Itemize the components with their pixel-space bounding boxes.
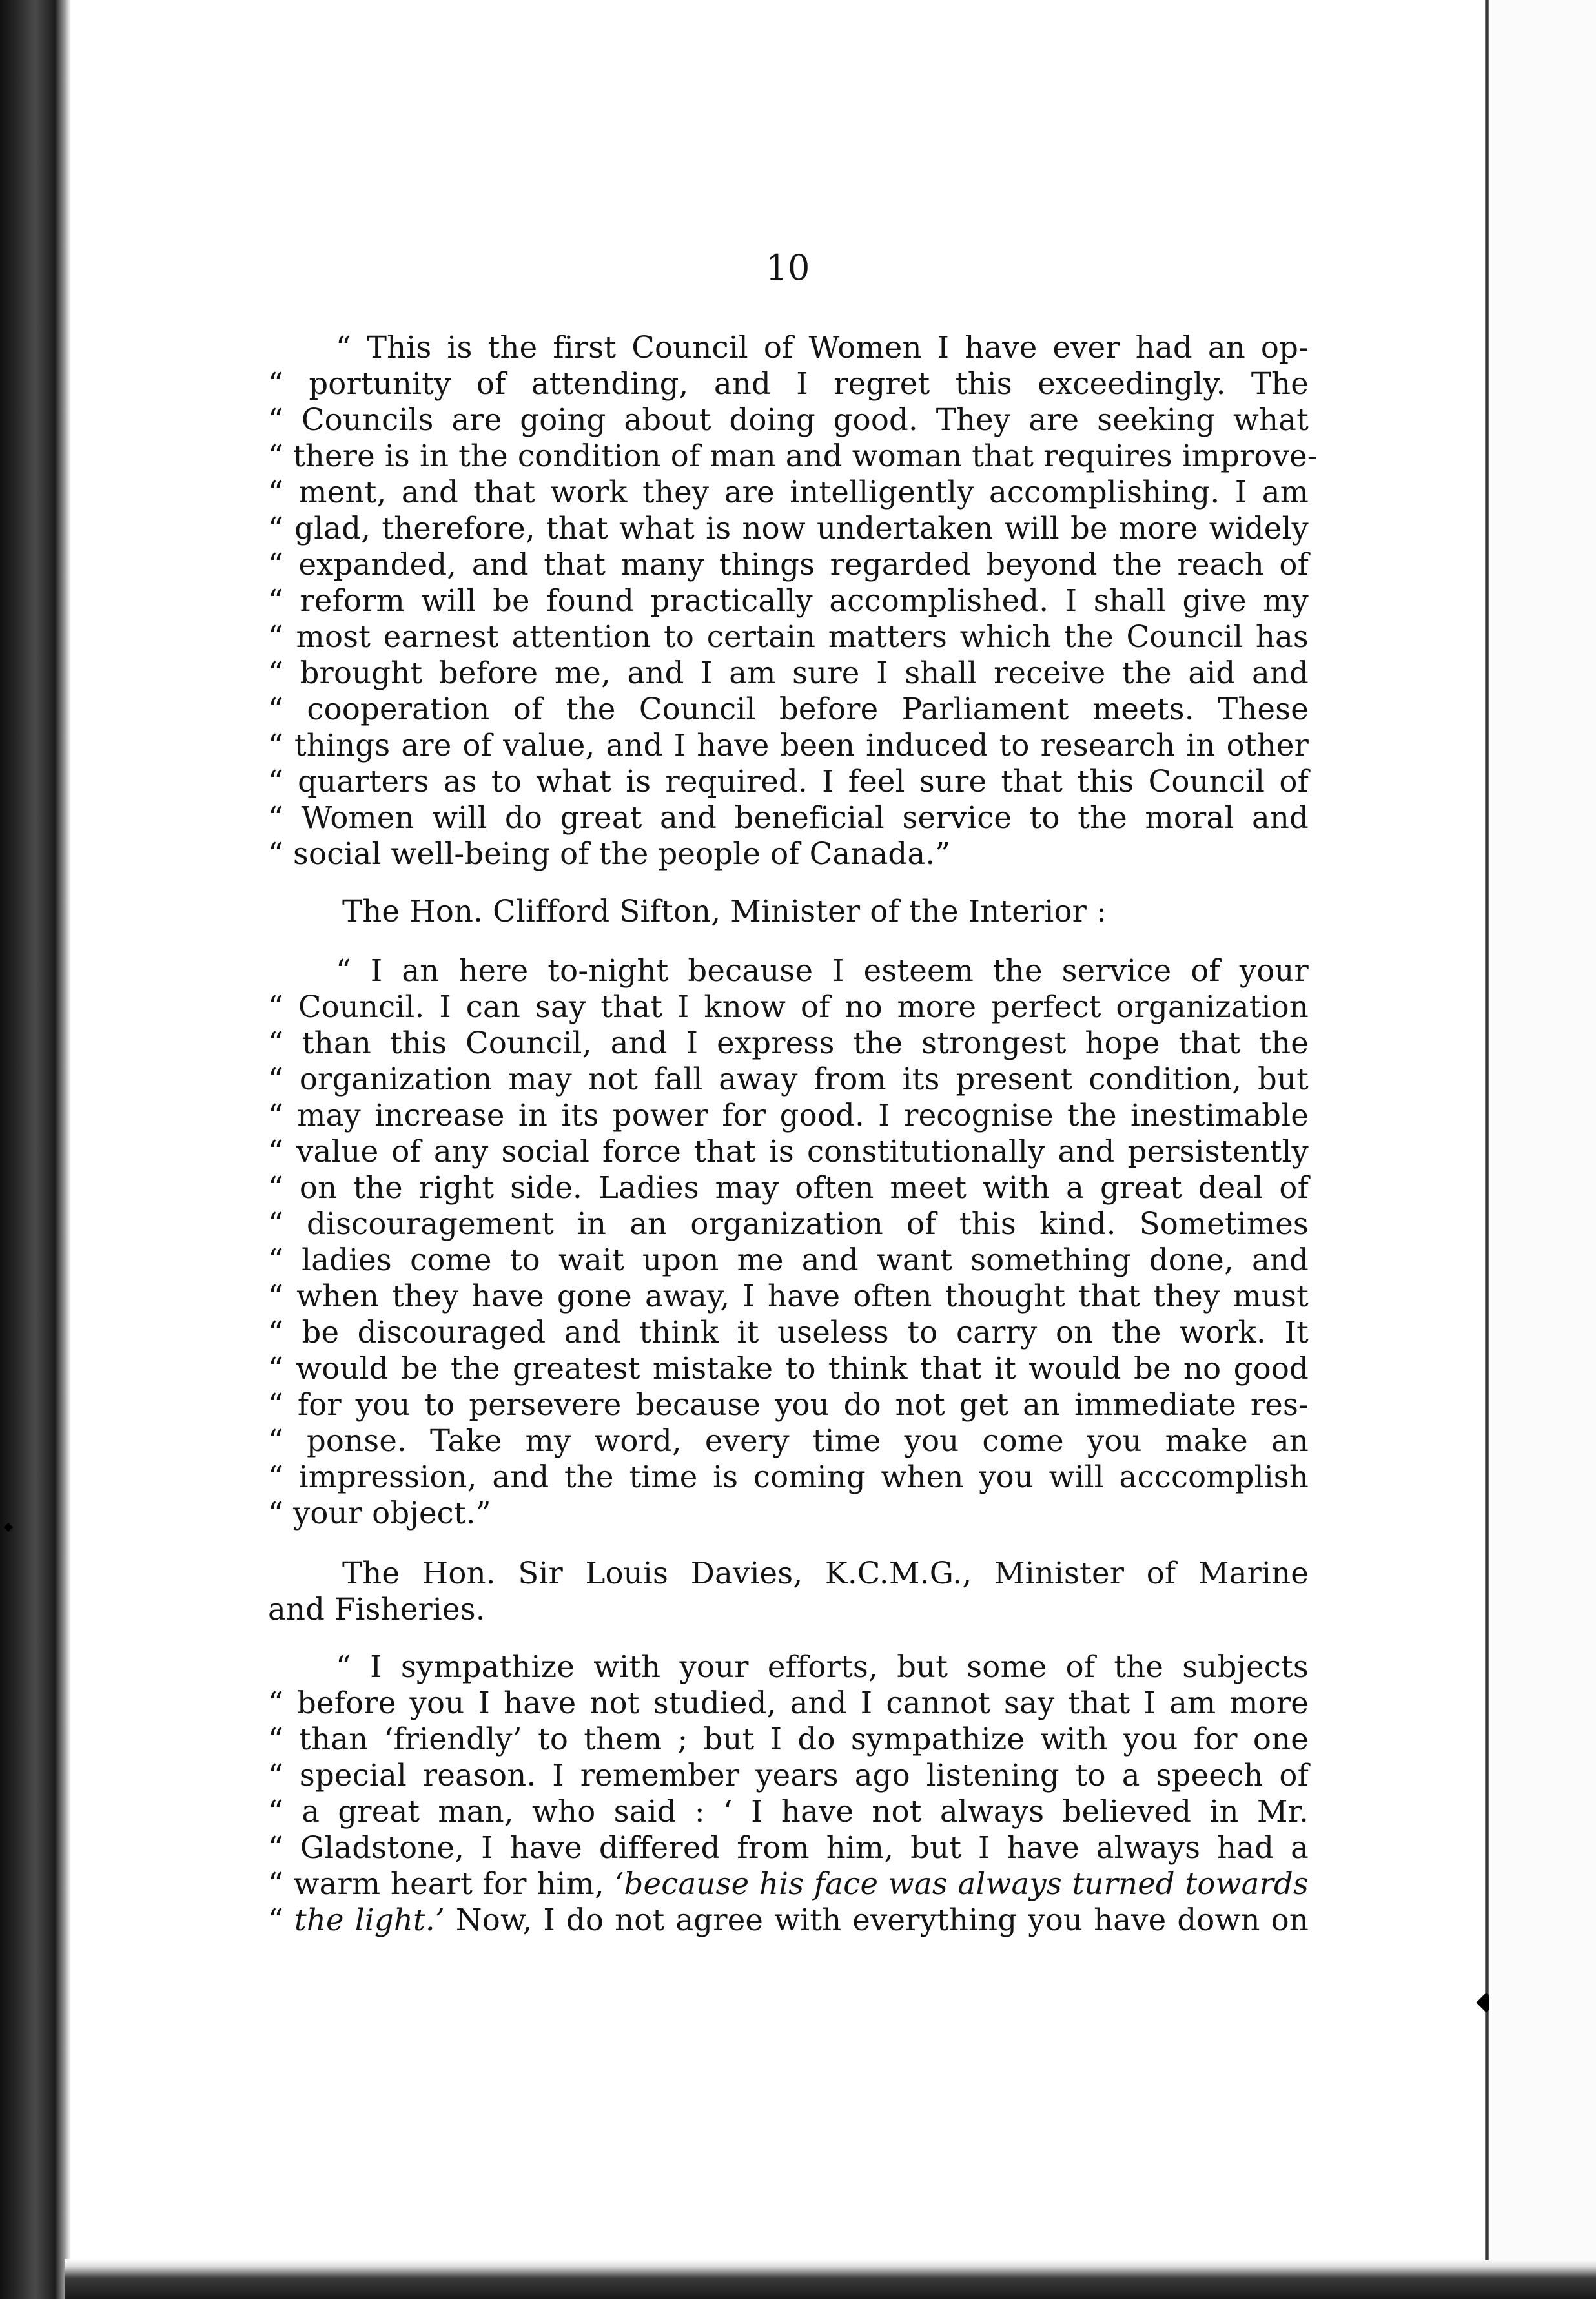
- quote-block-2: [268, 953, 1309, 1531]
- text-line: “ ladies come to wait upon me and want something done, and: [268, 1242, 1309, 1277]
- text-line: “ things are of value, and I have been induced to research in other: [268, 728, 1309, 763]
- text-line: “ than ‘friendly’ to them ; but I do sympathize with you for one: [268, 1722, 1309, 1757]
- text-line: “ social well-being of the people of Canada.”: [268, 836, 951, 871]
- text-line: “ cooperation of the Council before Parliament meets. These: [268, 692, 1309, 727]
- speaker-heading-3: [268, 1555, 1309, 1627]
- text-line: “ Women will do great and beneficial service to the moral and: [268, 800, 1309, 835]
- adjacent-page-strip: [1489, 0, 1596, 2260]
- speaker-name: The Hon. Clifford Sifton, Minister of the Interior :: [342, 894, 1107, 929]
- text-line: “ Council. I can say that I know of no more perfect organization: [268, 989, 1309, 1024]
- text-line: “ brought before me, and I am sure I shall receive the aid and: [268, 655, 1309, 690]
- speaker-heading-2: [268, 893, 1309, 929]
- text-line: “ I an here to-night because I esteem the service of your: [336, 953, 1309, 988]
- scan-bottom-edge: [65, 2259, 1596, 2299]
- text-line: “ would be the greatest mistake to think that it would be no good: [268, 1351, 1309, 1386]
- text-line: “ a great man, who said : ‘ I have not always believed in Mr.: [268, 1794, 1309, 1829]
- text-line: “ there is in the condition of man and woman that requires improve-: [268, 438, 1318, 473]
- text-line-mixed: [268, 1866, 1309, 1902]
- text-line: “ before you I have not studied, and I cannot say that I am more: [268, 1686, 1309, 1720]
- scan-binding-edge: [0, 0, 71, 2299]
- text-line: “ expanded, and that many things regarded beyond the reach of: [268, 547, 1309, 582]
- italic-quote: ‘because his face was always turned towards: [614, 1866, 1309, 1901]
- text-line: “ your object.”: [268, 1496, 491, 1531]
- text-line-mixed: [268, 1902, 1309, 1938]
- text-line: “ most earnest attention to certain matters which the Council has: [268, 619, 1309, 654]
- text-line: “ may increase in its power for good. I recognise the inestimable: [268, 1098, 1309, 1133]
- text-line: “ impression, and the time is coming when you will acccomplish: [268, 1459, 1309, 1494]
- page-number: 10: [765, 247, 810, 288]
- text-fragment: “: [268, 1902, 294, 1937]
- text-line: “ This is the first Council of Women I have ever had an op-: [336, 330, 1309, 365]
- text-line: “ Councils are going about doing good. They are seeking what: [268, 402, 1309, 437]
- text-line: “ organization may not fall away from its present condition, but: [268, 1062, 1309, 1097]
- text-line: “ discouragement in an organization of this kind. Sometimes: [268, 1206, 1309, 1241]
- speaker-title: and Fisheries.: [268, 1592, 486, 1627]
- text-line: “ special reason. I remember years ago listening to a speech of: [268, 1758, 1309, 1793]
- text-line: “ when they have gone away, I have often thought that they must: [268, 1279, 1309, 1314]
- text-line: “ I sympathize with your efforts, but some of the subjects: [336, 1649, 1309, 1684]
- text-line: “ than this Council, and I express the strongest hope that the: [268, 1026, 1309, 1060]
- quote-block-3: [268, 1649, 1309, 1938]
- text-line: “ Gladstone, I have differed from him, but I have always had a: [268, 1830, 1309, 1865]
- speaker-name: The Hon. Sir Louis Davies, K.C.M.G., Minister of Marine: [342, 1556, 1309, 1591]
- text-line: “ ment, and that work they are intelligently accomplishing. I am: [268, 475, 1309, 510]
- text-line: “ be discouraged and think it useless to carry on the work. It: [268, 1315, 1309, 1350]
- italic-quote: the light.’: [294, 1902, 445, 1937]
- text-line: “ quarters as to what is required. I feel sure that this Council of: [268, 764, 1309, 799]
- text-line: “ reform will be found practically accomplished. I shall give my: [268, 583, 1309, 618]
- text-line: “ glad, therefore, that what is now undertaken will be more widely: [268, 511, 1309, 546]
- quote-block-1: [268, 329, 1318, 872]
- text-line: “ ponse. Take my word, every time you come you make an: [268, 1423, 1309, 1458]
- text-line: “ value of any social force that is constitutionally and persistently: [268, 1134, 1309, 1169]
- text-fragment: “ warm heart for him,: [268, 1866, 615, 1901]
- text-line: “ for you to persevere because you do not get an immediate res-: [268, 1387, 1309, 1422]
- text-line: “ on the right side. Ladies may often meet with a great deal of: [268, 1170, 1309, 1205]
- text-fragment: Now, I do not agree with everything you have down on: [444, 1902, 1309, 1937]
- text-line: “ portunity of attending, and I regret this exceedingly. The: [268, 366, 1309, 401]
